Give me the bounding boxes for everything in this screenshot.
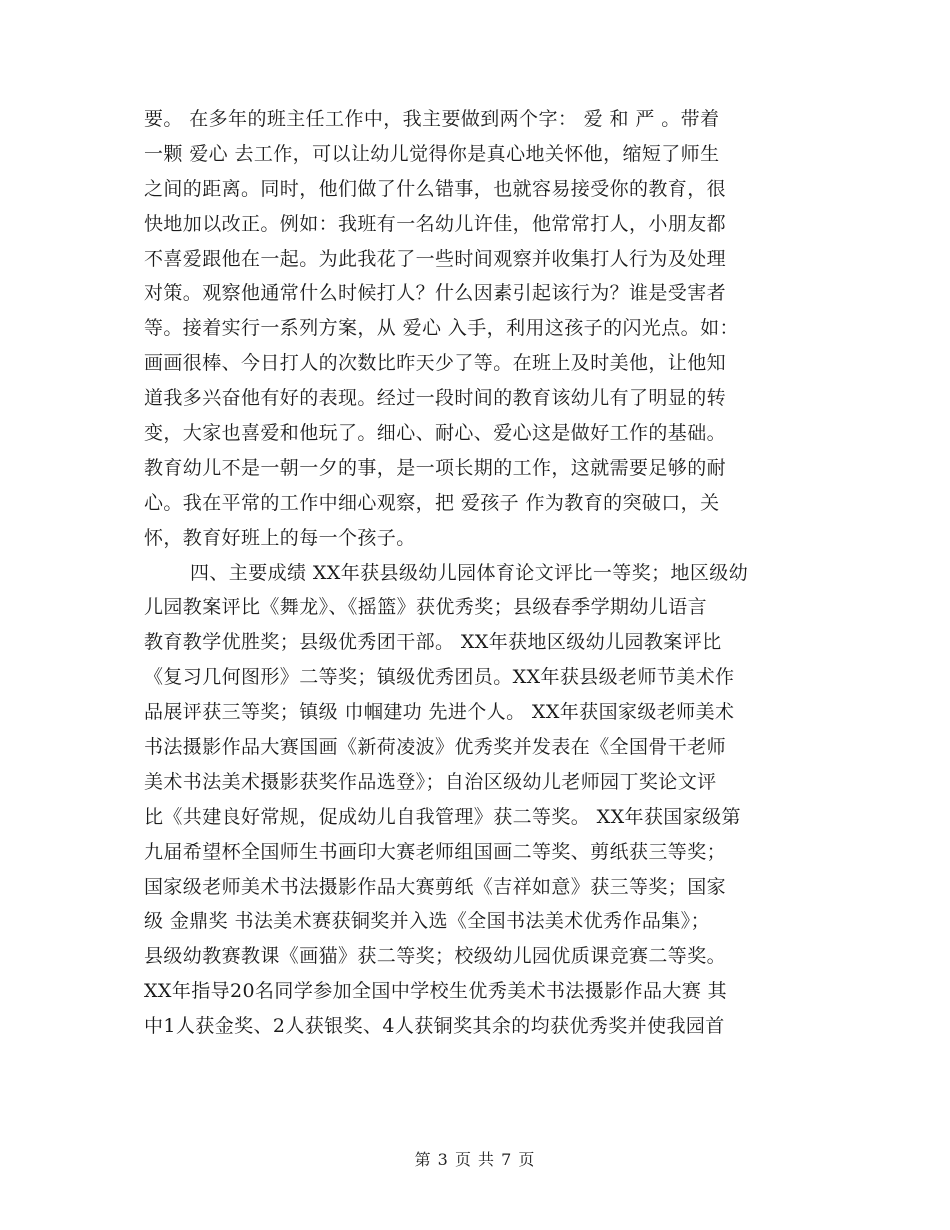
text-line: 九届希望杯全国师生书画印大赛老师组国画二等奖、剪纸获三等奖；: [144, 840, 727, 863]
text-line: 之间的距离。同时，他们做了什么错事，也就容易接受你的教育，很: [144, 177, 727, 200]
text-line: 级 金鼎奖 书法美术赛获铜奖并入选《全国书法美术优秀作品集》；: [144, 910, 710, 933]
text-line: 心。我在平常的工作中细心观察，把 爱孩子 作为教育的突破口，关: [144, 491, 720, 514]
text-line: 中1人获金奖、2人获银奖、4人获铜奖其余的均获优秀奖并使我园首: [144, 1015, 725, 1038]
text-line: 不喜爱跟他在一起。为此我花了一些时间观察并收集打人行为及处理: [144, 247, 727, 270]
text-line: 画画很棒、今日打人的次数比昨天少了等。在班上及时美他，让他知: [144, 352, 727, 375]
body-text: [144, 102, 814, 1044]
text-line: 县级幼教赛教课《画猫》获二等奖；校级幼儿园优质课竞赛二等奖。: [144, 945, 727, 968]
text-line: 快地加以改正。例如：我班有一名幼儿许佳，他常常打人，小朋友都: [144, 212, 727, 235]
page-number-footer: 第 3 页 共 7 页: [414, 1150, 536, 1169]
text-line: 美术书法美术摄影获奖作品选登》；自治区级幼儿老师园丁奖论文评: [144, 770, 717, 793]
text-line: 道我多兴奋他有好的表现。经过一段时间的教育该幼儿有了明显的转: [144, 387, 727, 410]
text-line: 一颗 爱心 去工作，可以让幼儿觉得你是真心地关怀他，缩短了师生: [144, 142, 720, 165]
text-line: 儿园教案评比《舞龙》、《摇篮》获优秀奖；县级春季学期幼儿语言: [144, 596, 708, 619]
text-line: 怀，教育好班上的每一个孩子。: [144, 526, 416, 549]
text-line: 教育幼儿不是一朝一夕的事，是一项长期的工作，这就需要足够的耐: [144, 456, 727, 479]
text-line: 国家级老师美术书法摄影作品大赛剪纸《吉祥如意》获三等奖；国家: [144, 875, 727, 898]
text-line: 要。 在多年的班主任工作中，我主要做到两个字： 爱 和 严 。带着: [144, 108, 720, 130]
text-line: 教育教学优胜奖；县级优秀团干部。 XX年获地区级幼儿园教案评比: [144, 631, 722, 654]
text-line: 品展评获三等奖；镇级 巾帼建功 先进个人。 XX年获国家级老师美术: [144, 701, 735, 724]
text-line: 《复习几何图形》二等奖；镇级优秀团员。XX年获县级老师节美术作: [144, 666, 735, 689]
paragraph-start-line: 四、主要成绩 XX年获县级幼儿园体育论文评比一等奖；地区级幼: [190, 561, 749, 584]
text-line: 等。接着实行一系列方案，从 爱心 入手，利用这孩子的闪光点。如：: [144, 317, 739, 340]
text-line: 比《共建良好常规，促成幼儿自我管理》获二等奖。 XX年获国家级第: [144, 805, 741, 828]
text-line: 书法摄影作品大赛国画《新荷凌波》优秀奖并发表在《全国骨干老师: [144, 736, 727, 759]
text-line: XX年指导20名同学参加全国中学校生优秀美术书法摄影作品大赛 其: [144, 980, 728, 1003]
text-line: 变，大家也喜爱和他玩了。细心、耐心、爱心这是做好工作的基础。: [144, 422, 727, 445]
text-line: 对策。观察他通常什么时候打人？什么因素引起该行为？谁是受害者: [144, 282, 727, 305]
